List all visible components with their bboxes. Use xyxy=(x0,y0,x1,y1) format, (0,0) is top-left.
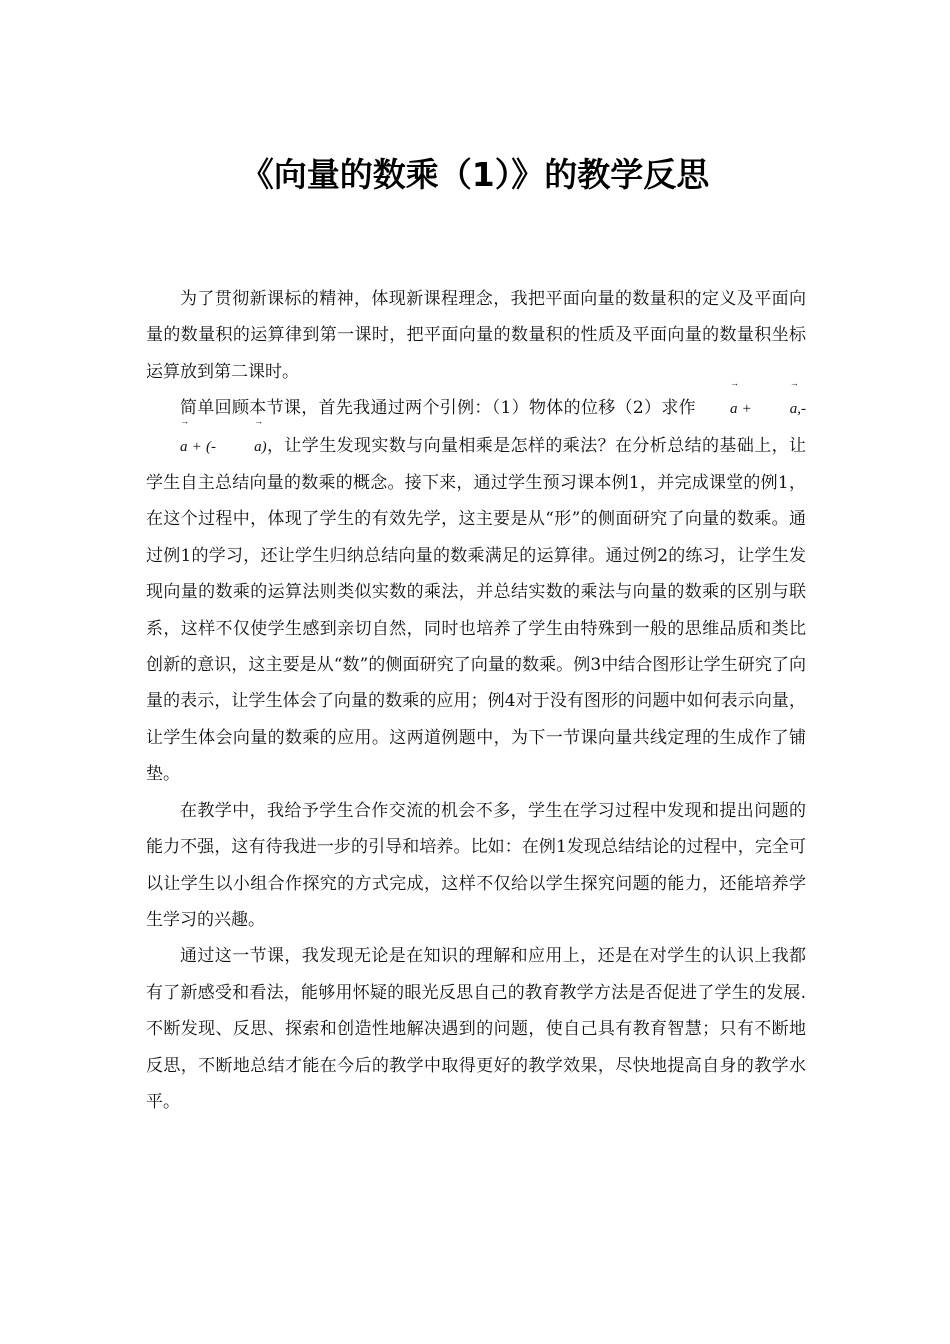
document-title: 《向量的数乘（1）》的教学反思 xyxy=(240,155,710,194)
formula-symbol: - xyxy=(210,438,216,455)
paragraph-1: 为了贯彻新课标的精神，体现新课程理念，我把平面向量的数量积的定义及平面向量的数量积的运算律到第一课时，把平面向量的数量积的性质及平面向量的数量积坐标运算放到第二课时。 xyxy=(146,289,806,382)
vector-a-symbol: → a xyxy=(756,391,798,427)
document-body xyxy=(146,281,806,1120)
vector-a-symbol: → a xyxy=(696,391,738,427)
paragraph-3: 在教学中，我给予学生合作交流的机会不多，学生在学习过程中发现和提出问题的能力不强，这有待我进一步的引导和培养。比如：在例1发现总结结论的过程中，完全可以让学生以小组合作探究的方式完成，这样不仅给以学生探究问题的能力，还能培养学生学习的兴趣。 xyxy=(146,800,806,930)
formula-symbol: , xyxy=(797,401,802,418)
paragraph-2 xyxy=(146,390,806,792)
formula-symbol: + xyxy=(191,438,202,455)
paragraph-2-main-text: ，让学生发现实数与向量相乘是怎样的乘法？在分析总结的基础上，让学生自主总结向量的数乘的概念。接下来，通过学生预习课本例1，并完成课堂的例1，在这个过程中，体现了学生的有效先学，这主要是从“形”的侧面研究了向量的数乘。通过例1的学习，还让学生归纳总结向量的数乘满足的运算律。通过例2的练习，让学生发现向量的数乘的运算法则类似实数的乘法，并总结实数的乘法与向量的数乘的区别与联系，这样不仅使学生感到亲切自然，同时也培养了学生由特殊到一般的思维品质和类比创新的意识，这主要是从“数”的侧面研究了向量的数乘。例3中结合图形让学生研究了向量的表示，让学生体会了向量的数乘的应用；例4对于没有图形的问题中如何表示向量，让学生体会向量的数乘的应用。这两道例题中，为下一节课向量共线定理的生成作了铺垫。 xyxy=(146,435,807,785)
formula-symbol: ) xyxy=(261,438,267,455)
vector-a-symbol: → a xyxy=(220,429,262,465)
paragraph-4: 通过这一节课，我发现无论是在知识的理解和应用上，还是在对学生的认识上我都有了新感受和看法，能够用怀疑的眼光反思自己的教育教学方法是否促进了学生的发展. 不断发现、反思、探索和创造性地解决遇到的问题，使自己具有教育智慧；只有不断地反思，不断地总结才能在今后的教学中取得更好的教学效果，尽快地提高自身的教学水平。 xyxy=(146,946,806,1112)
formula-symbol: - xyxy=(801,401,807,418)
formula-symbol: + xyxy=(741,401,752,418)
formula-symbol: ( xyxy=(205,438,211,455)
paragraph-2-lead-text: 简单回顾本节课，首先我通过两个引例：（1）物体的位移（2）求作 xyxy=(180,398,696,419)
vector-a-symbol: → a xyxy=(146,429,188,465)
